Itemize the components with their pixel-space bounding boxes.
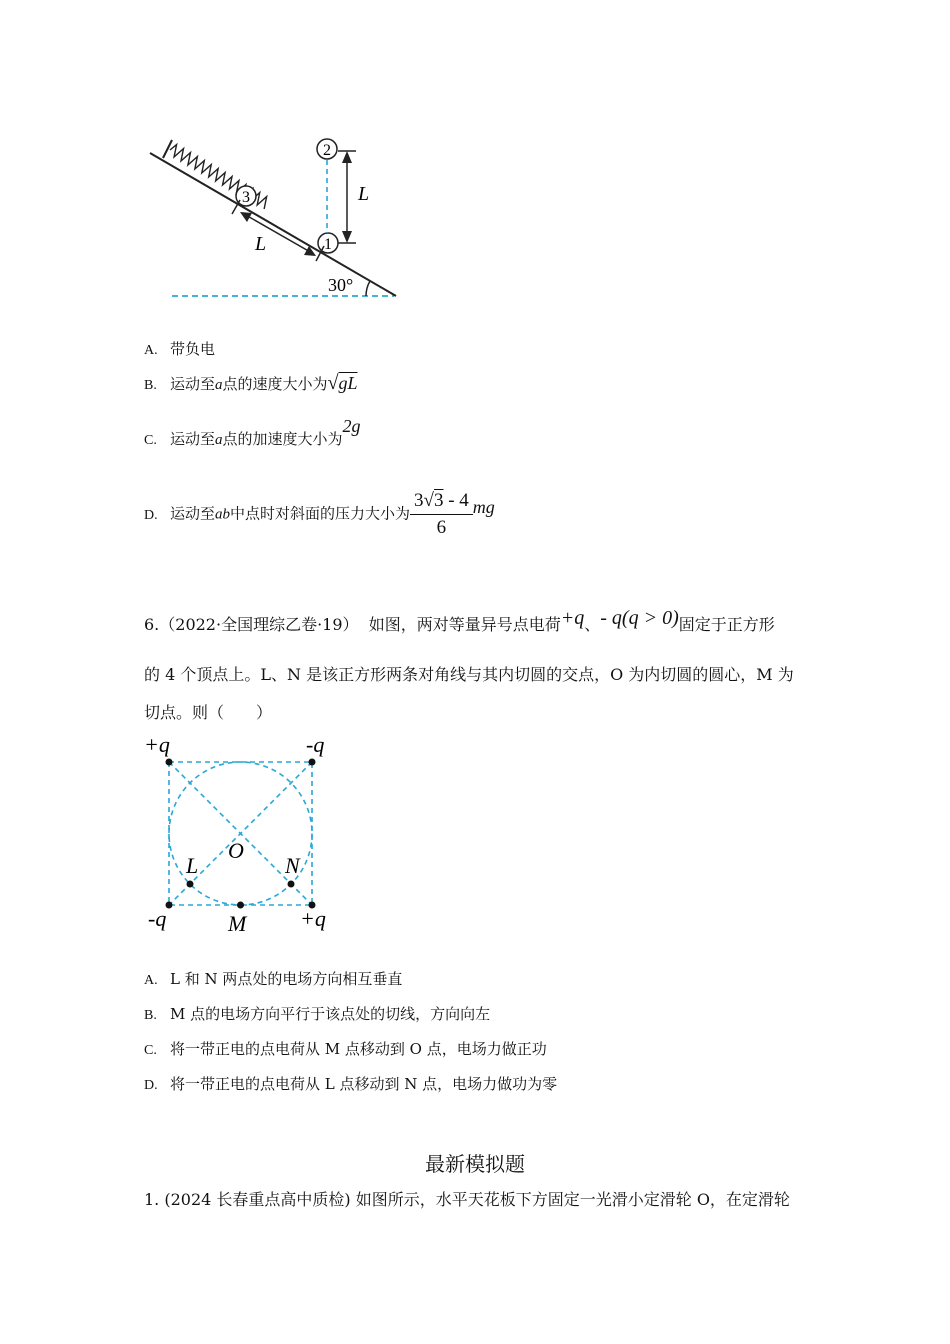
q5-option-d: D. 运动至ab中点时对斜面的压力大小为 $\frac{3√3 - 4}{6}$ mg [144,490,495,538]
incline-spring-figure [140,125,420,310]
angle-arc [366,281,370,296]
q5-option-b: B. 运动至a点的速度大小为√gL [144,372,358,394]
pressure-fraction: $\frac{3√3 - 4}{6}$ [410,490,473,539]
q6-option-a: A. L 和 N 两点处的电场方向相互垂直 [144,970,403,988]
q6-stem-line-1: 6.（2022·全国理综乙卷·19） 如图，两对等量异号点电荷+q、- q(q > 0)固定于正方形 [144,607,775,634]
label-L-incline: L [255,233,267,255]
q6-stem-line-2: 的 4 个顶点上。L、N 是该正方形两条对角线与其内切圆的交点，O 为内切圆的圆心，M 为 [144,665,794,684]
charge-top-left: +q [144,732,170,757]
q6-option-d: D. 将一带正电的点电荷从 L 点移动到 N 点，电场力做功为零 [144,1075,558,1093]
point-L [187,881,194,888]
label-L: L [186,853,199,878]
svg-text:3: 3 [242,189,250,206]
label-angle: 30° [328,275,354,295]
label-N: N [285,853,300,878]
charge-bottom-left: -q [148,906,167,931]
q6-stem-line-3: 切点。则（ ） [144,703,273,722]
point-N [288,881,295,888]
q6-option-c: C. 将一带正电的点电荷从 M 点移动到 O 点，电场力做正功 [144,1040,547,1058]
label-L-vertical: L [358,183,370,205]
label-M: M [228,911,247,936]
label-O: O [228,838,244,863]
point-M [237,902,244,909]
next-question: 1. (2024 长春重点高中质检) 如图所示，水平天花板下方固定一光滑小定滑轮 O，在定滑轮 [144,1190,790,1209]
section-title: 最新模拟题 [425,1152,525,1176]
incline-line [150,153,396,296]
q6-option-b: B. M 点的电场方向平行于该点处的切线，方向向左 [144,1005,491,1023]
svg-text:1: 1 [324,236,332,253]
q5-option-a: A. 带负电 [144,340,216,358]
charge-top-right: -q [306,732,325,757]
square-charges-figure [140,728,340,943]
charge-bottom-right: +q [300,906,326,931]
q5-option-c: C. 运动至a点的加速度大小为2g [144,416,361,448]
svg-text:2: 2 [323,142,331,159]
